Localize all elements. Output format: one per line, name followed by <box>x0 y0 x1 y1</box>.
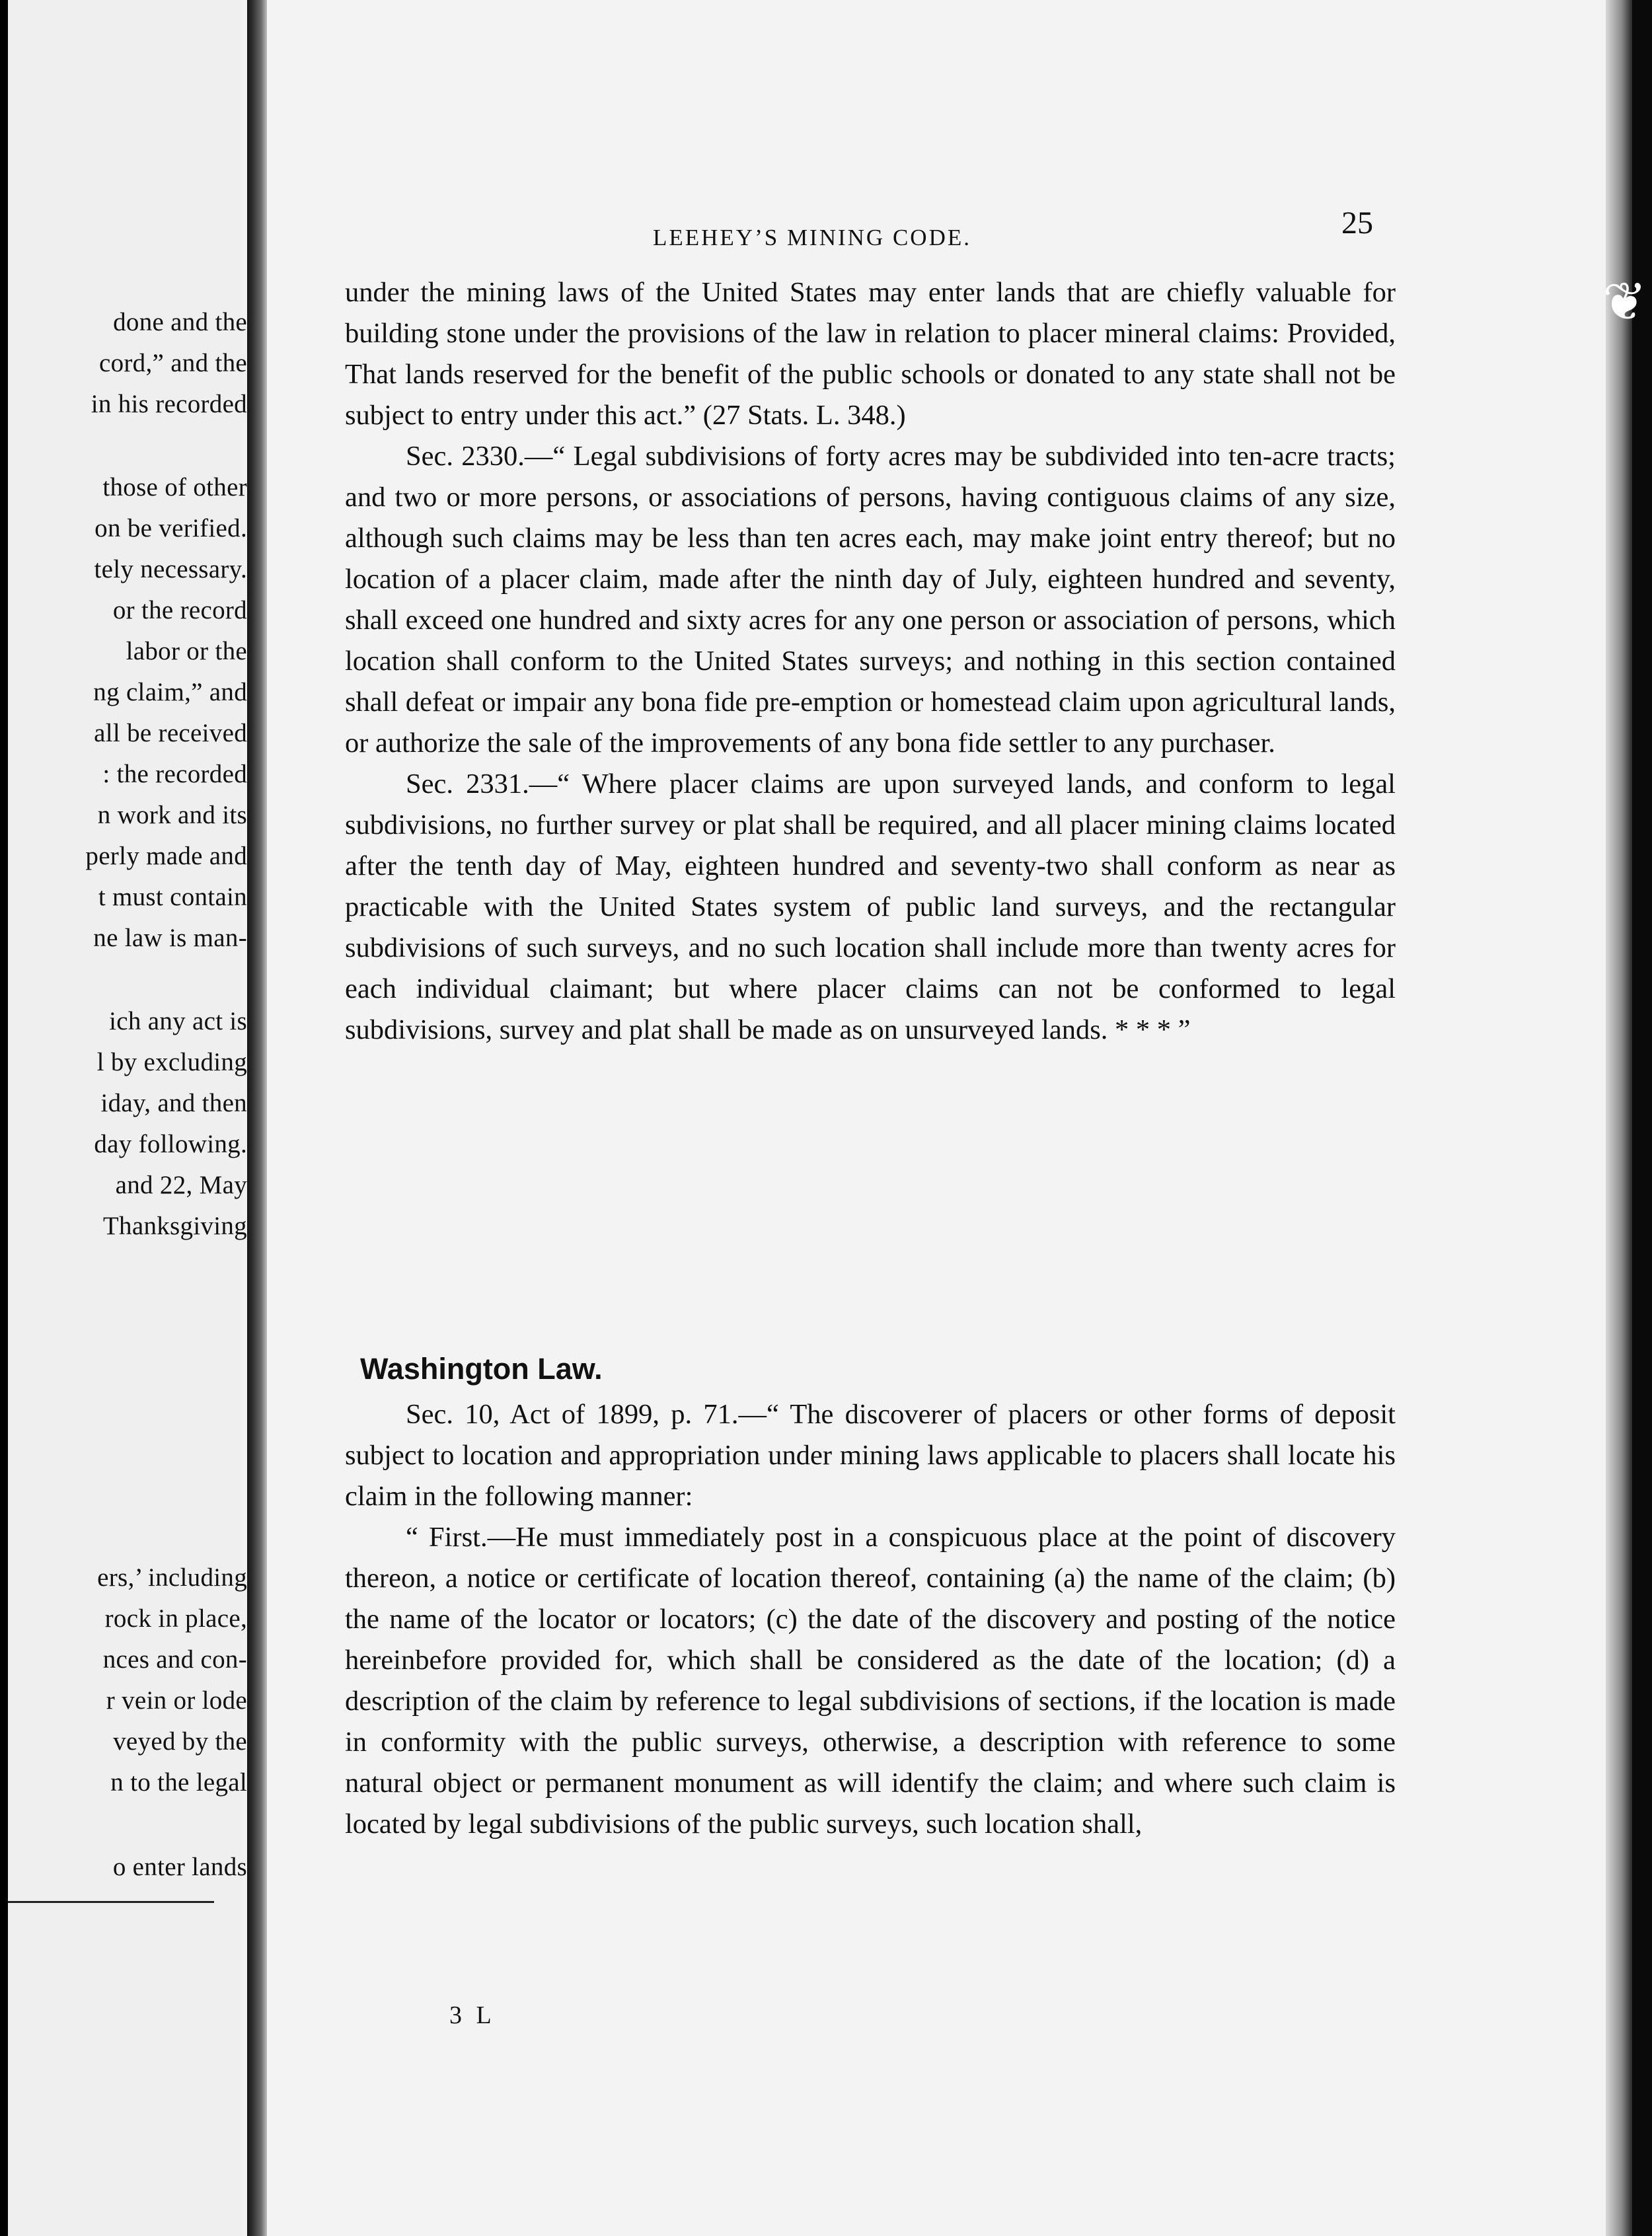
paragraph-continuation: under the mining laws of the United States may enter lands that are chiefly valuable for building stone under the provisions of the law in relation to placer mineral claims: Provided, That lands reserved for the benefit of the public schools or donated to any state shall not be subject to entry under this act.” (27 Stats. L. 348.) <box>345 277 1396 431</box>
left-page-line: veyed by the <box>113 1727 247 1756</box>
body-text-washington <box>345 1394 1396 1845</box>
page-edge <box>1606 0 1632 2236</box>
left-page-line: labor or the <box>126 637 247 665</box>
left-page-line: ng claim,” and <box>93 678 247 706</box>
left-page-line: on be verified. <box>94 514 247 542</box>
left-page-line: done and the <box>113 308 247 336</box>
paragraph-sec-2330: Sec. 2330.—“ Legal subdivisions of forty acres may be subdivided into ten-acre tracts; and two or more persons, or associations of persons, having contiguous claims of any size, although such claims may be less than ten acres each, may make joint entry thereof; but no location of a placer claim, made after the ninth day of July, eighteen hundred and seventy, shall exceed one hundred and sixty acres for any one person or association of persons, which location shall conform to the United States surveys; and nothing in this section contained shall defeat or impair any bona fide pre-emption or homestead claim upon agricultural lands, or authorize the sale of the improvements of any bona fide settler to any purchaser. <box>345 441 1396 759</box>
running-head: LEEHEY’S MINING CODE. <box>653 225 971 250</box>
left-page-line: t must contain <box>98 883 247 911</box>
left-page-line: rock in place, <box>104 1604 247 1633</box>
book-gutter <box>247 0 267 2236</box>
left-page-line: l by excluding <box>96 1048 247 1076</box>
left-page-line: ich any act is <box>109 1007 247 1035</box>
margin-mark-icon: ❦ <box>1602 271 1647 332</box>
scan-border-right <box>1632 0 1652 2236</box>
left-page-line: n work and its <box>97 801 247 829</box>
body-text <box>345 272 1396 1051</box>
left-page-line: nces and con- <box>102 1645 247 1674</box>
left-page-line: in his recorded <box>91 390 247 418</box>
paragraph-sec-10: Sec. 10, Act of 1899, p. 71.—“ The discoverer of placers or other forms of deposit subject to location and appropriation under mining laws applicable to placers shall locate his claim in the following manner: <box>345 1399 1396 1512</box>
left-page-line: cord,” and the <box>98 349 247 377</box>
left-page-line: all be received <box>94 719 247 747</box>
left-page-line: and 22, May <box>115 1171 247 1199</box>
left-page-line: iday, and then <box>100 1089 247 1117</box>
left-page-line: r vein or lode <box>106 1686 247 1715</box>
left-page-line: o enter lands <box>112 1853 247 1881</box>
left-page-line: those of other <box>102 473 247 502</box>
paragraph-sec-2331: Sec. 2331.—“ Where placer claims are upon surveyed lands, and conform to legal subdivisions, no further survey or plat shall be required, and all placer mining claims located after the tenth day of May, eighteen hundred and seventy-two shall conform as near as practicable with the United States system of public land surveys, and the rectangular subdivisions of such surveys, and no such location shall include more than twenty acres for each individual claimant; but where placer claims can not be conformed to legal subdivisions, survey and plat shall be made as on unsurveyed lands. * * * ” <box>345 768 1396 1045</box>
left-page-line: n to the legal <box>110 1768 247 1797</box>
left-page-line: or the record <box>112 596 247 624</box>
signature-mark: 3 L <box>449 2001 496 2029</box>
footnote-rule <box>8 1901 214 1903</box>
left-page-line: ne law is man- <box>93 924 247 952</box>
page-number: 25 <box>1341 205 1373 241</box>
left-page-line: : the recorded <box>102 760 247 788</box>
left-page-line: ers,’ including <box>97 1563 247 1592</box>
left-page-line: Thanksgiving <box>102 1212 247 1240</box>
section-heading: Washington Law. <box>360 1352 603 1386</box>
facing-page-left <box>8 0 247 2236</box>
left-page-line: perly made and <box>85 842 247 870</box>
left-page-line: day following. <box>94 1130 247 1158</box>
paragraph-first: “ First.—He must immediately post in a conspicuous place at the point of discovery thereon, a notice or certificate of location thereof, containing (a) the name of the claim; (b) the name of the locator or locators; (c) the date of the discovery and posting of the notice hereinbefore provided for, which shall be considered as the date of the location; (d) a description of the claim by reference to legal subdivisions of sections, if the location is made in conformity with the public surveys, otherwise, a description with reference to some natural object or permanent monument as will identify the claim; and where such claim is located by legal subdivisions of the public surveys, such location shall, <box>345 1522 1396 1840</box>
left-page-line: tely necessary. <box>94 555 247 583</box>
scan-border-left <box>0 0 8 2236</box>
